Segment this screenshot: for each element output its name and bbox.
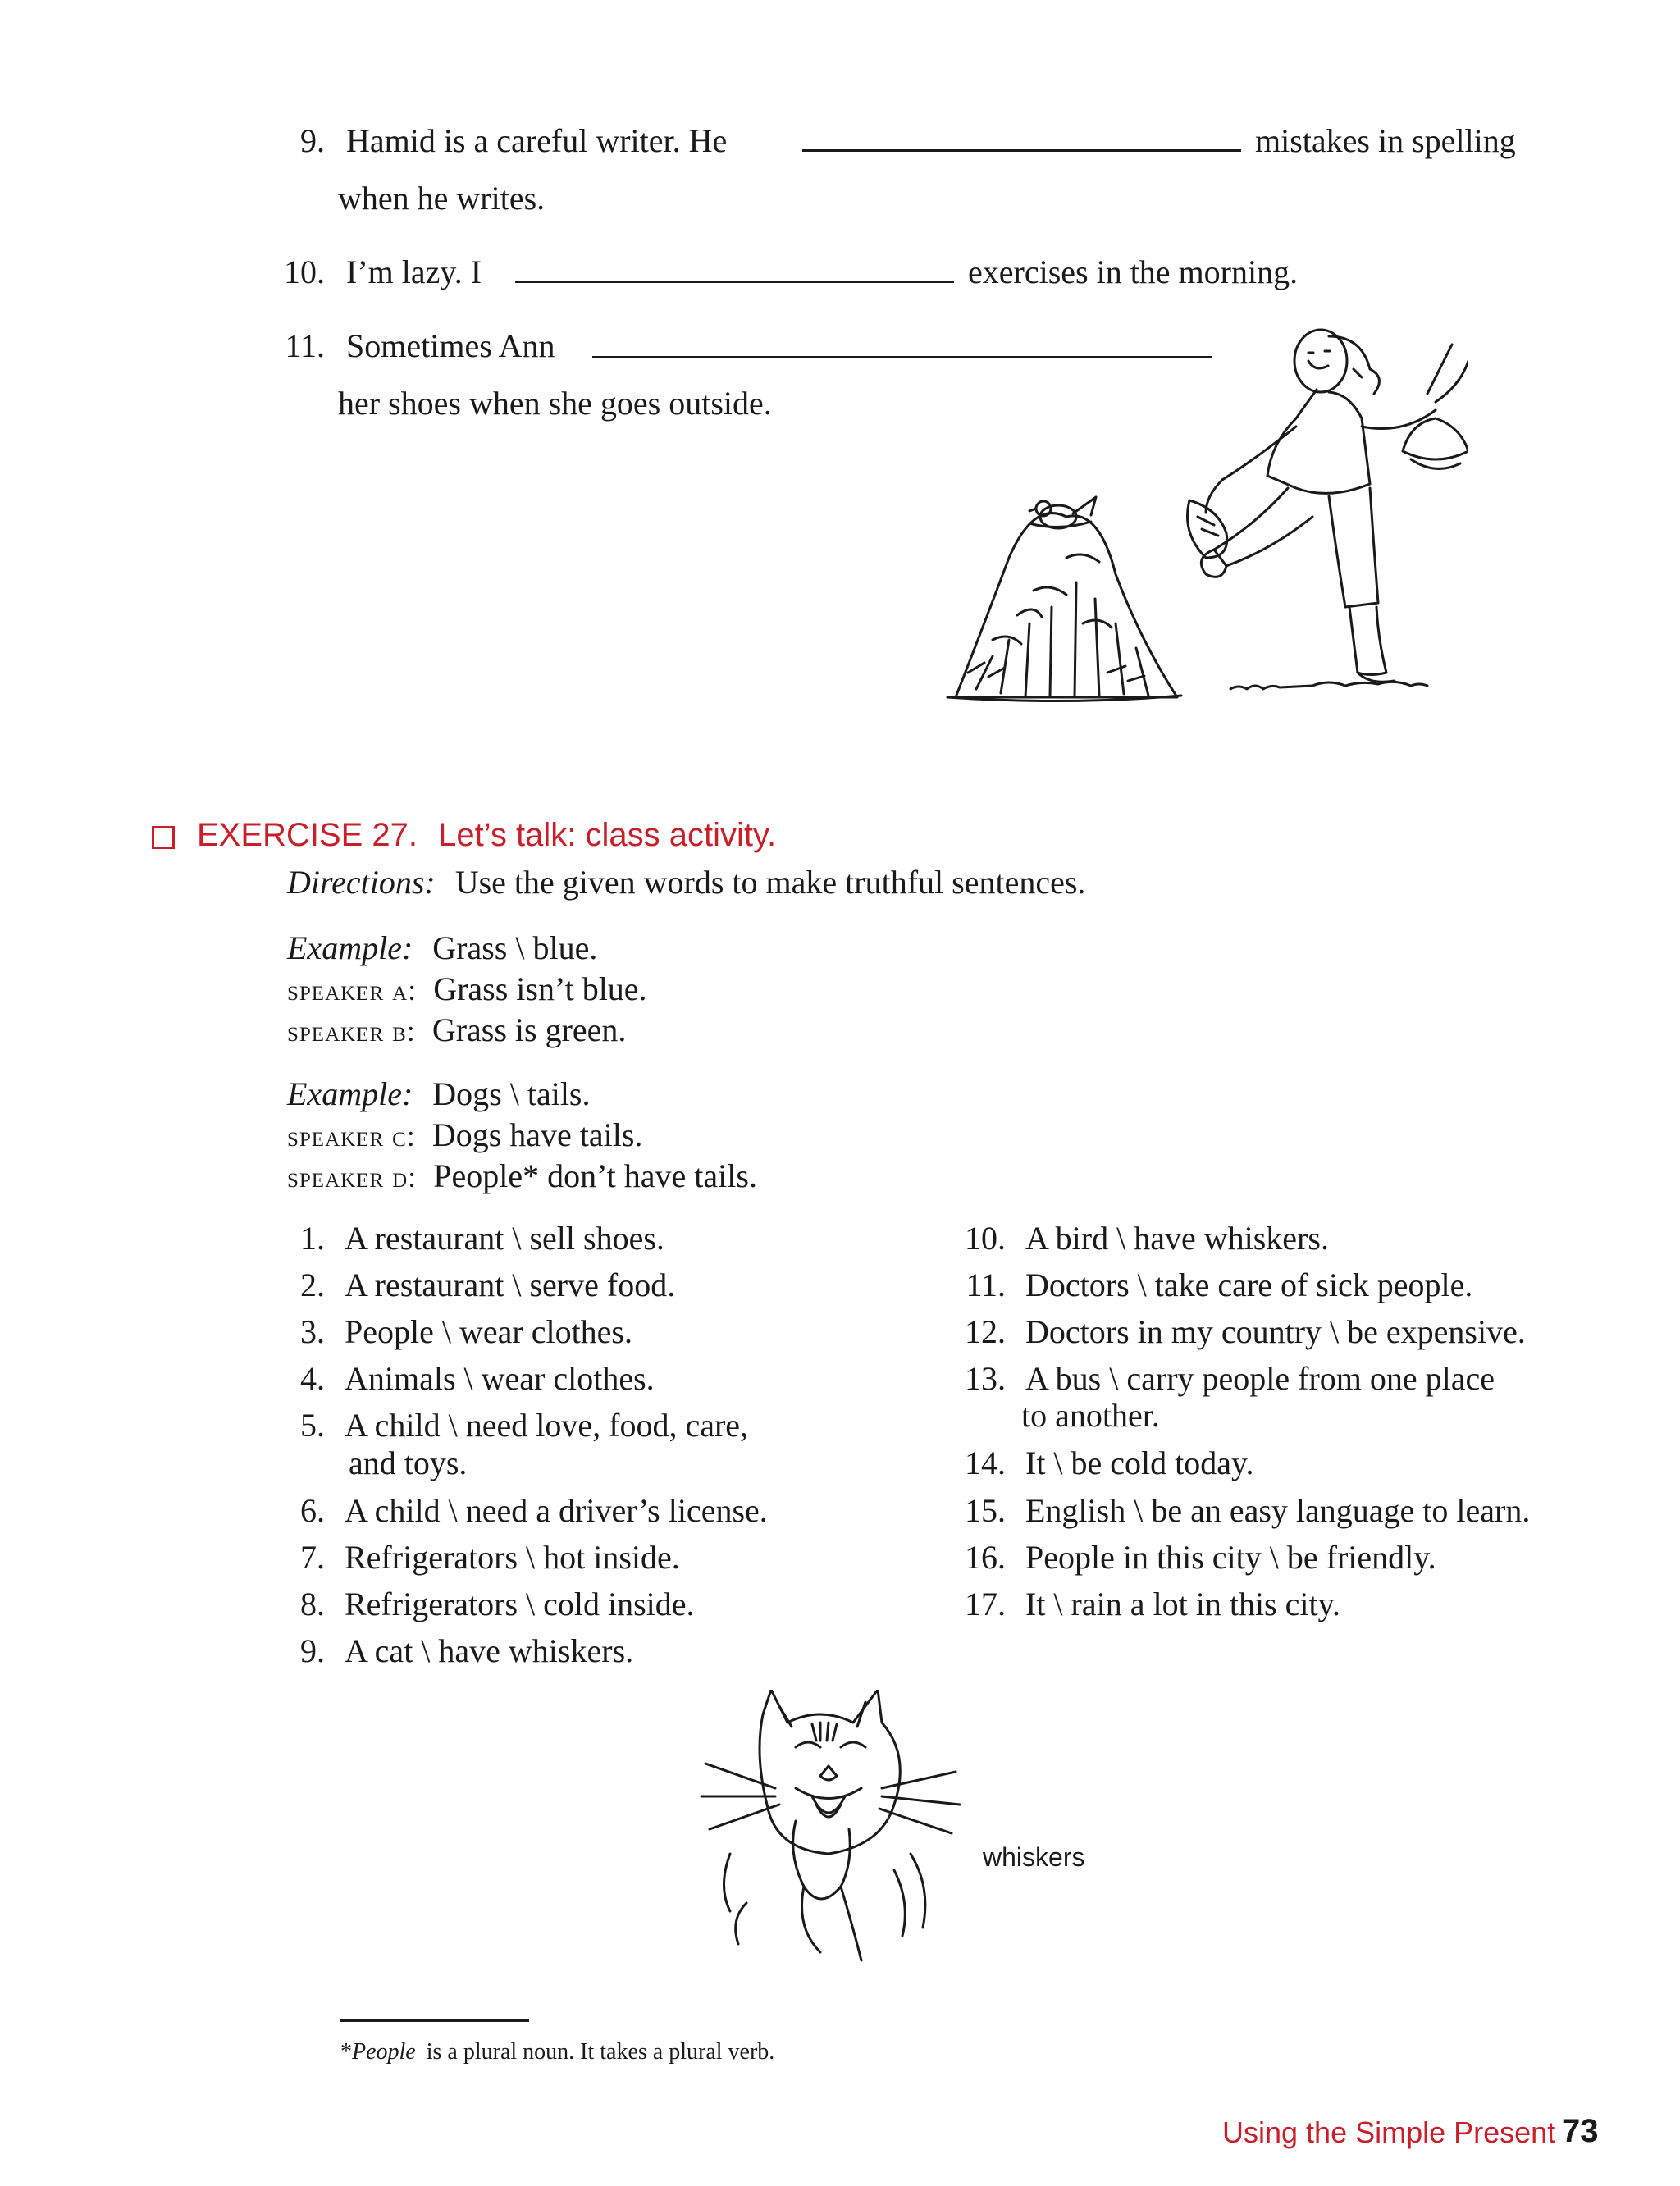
list-item <box>287 1222 664 1255</box>
haystack-icon <box>947 513 1181 701</box>
footnote-asterisk: * <box>340 2039 352 2065</box>
item-number: 12. <box>965 1313 1006 1350</box>
item-text: People \ wear clothes. <box>345 1313 632 1350</box>
item-text: English \ be an easy language to learn. <box>1025 1492 1531 1529</box>
footnote-word: People <box>352 2039 416 2065</box>
girl-icon <box>1201 330 1436 682</box>
speaker-label: speaker a: <box>287 974 418 1006</box>
item-number: 6. <box>300 1492 325 1529</box>
bird-icon <box>1029 497 1096 528</box>
list-item <box>952 1313 1526 1350</box>
example-prompt <box>287 929 598 966</box>
item-number: 1. <box>300 1220 325 1257</box>
item-text: A restaurant \ serve food. <box>345 1266 676 1303</box>
exercise-checkbox[interactable] <box>152 826 175 849</box>
item-number: 2. <box>300 1266 325 1303</box>
footnote <box>340 2041 774 2064</box>
footnote-text: is a plural noun. It takes a plural verb. <box>426 2039 775 2065</box>
list-item <box>287 1541 680 1574</box>
list-item <box>287 1409 748 1442</box>
item-continuation: her shoes when she goes outside. <box>338 385 772 422</box>
example-text: Dogs \ tails. <box>432 1075 591 1112</box>
directions <box>287 866 1085 899</box>
page-number: 73 <box>1562 2113 1599 2149</box>
directions-text: Use the given words to make truthful sentences. <box>454 864 1086 901</box>
item-text: I’m lazy. I <box>346 253 482 290</box>
item-number: 5. <box>300 1407 325 1444</box>
footnote-rule <box>340 2019 529 2022</box>
example-text: Dogs have tails. <box>431 1116 643 1153</box>
item-text: Doctors \ take care of sick people. <box>1025 1266 1473 1303</box>
speaker-label: speaker b: <box>287 1015 416 1047</box>
item-continuation: when he writes. <box>338 180 546 217</box>
list-item <box>287 1632 634 1669</box>
example-text: Grass is green. <box>431 1011 627 1048</box>
item-number: 15. <box>965 1492 1006 1529</box>
list-item <box>952 1266 1473 1303</box>
item-number: 3. <box>300 1313 325 1350</box>
example-label: Example: <box>287 929 413 966</box>
item-text: A child \ need a driver’s license. <box>345 1492 768 1529</box>
list-item <box>287 1313 632 1350</box>
exercise-number: EXERCISE 27. <box>197 817 418 853</box>
item-text-after: exercises in the morning. <box>968 253 1299 290</box>
list-item <box>287 1588 695 1621</box>
item-number: 9. <box>300 122 325 159</box>
cat-licking-illustration <box>697 1690 968 1985</box>
top-item-10 <box>279 253 482 290</box>
item-number: 11. <box>966 1266 1006 1303</box>
item-number: 17. <box>965 1586 1006 1622</box>
item-number: 10. <box>284 253 325 290</box>
exercise-subtitle: Let’s talk: class activity. <box>438 817 777 853</box>
item-number: 7. <box>300 1539 325 1576</box>
item-text: It \ rain a lot in this city. <box>1025 1586 1341 1622</box>
example-line <box>287 1011 627 1048</box>
item-text: Animals \ wear clothes. <box>345 1360 655 1397</box>
item-text: Refrigerators \ cold inside. <box>345 1586 695 1622</box>
item-number: 16. <box>965 1539 1006 1576</box>
example-prompt <box>287 1075 591 1112</box>
list-item <box>952 1492 1531 1529</box>
answer-blank[interactable] <box>802 149 1241 152</box>
item-number: 11. <box>285 327 325 364</box>
footer-section-title: Using the Simple Present <box>1222 2115 1556 2149</box>
example-text: Grass \ blue. <box>432 929 598 966</box>
item-text: Sometimes Ann <box>346 327 555 364</box>
example-text: People* don’t have tails. <box>433 1157 757 1194</box>
speaker-label: speaker c: <box>287 1120 416 1152</box>
example-line <box>287 970 647 1007</box>
list-item-continuation: to another. <box>1021 1397 1160 1434</box>
item-text: A cat \ have whiskers. <box>345 1632 634 1669</box>
item-number: 4. <box>300 1360 325 1397</box>
speaker-label: speaker d: <box>287 1161 418 1193</box>
item-text: People in this city \ be friendly. <box>1025 1539 1436 1576</box>
exercise-title <box>197 819 776 851</box>
item-number: 13. <box>965 1360 1006 1397</box>
list-item <box>952 1362 1495 1395</box>
list-item <box>952 1588 1340 1621</box>
example-line <box>287 1157 757 1194</box>
example-label: Example: <box>287 1075 413 1112</box>
item-number: 14. <box>965 1444 1006 1481</box>
list-item-continuation: and toys. <box>349 1444 468 1481</box>
example-line <box>287 1116 643 1153</box>
item-text: Refrigerators \ hot inside. <box>345 1539 680 1576</box>
list-item <box>952 1444 1254 1481</box>
directions-label: Directions: <box>287 864 436 901</box>
list-item <box>287 1266 676 1303</box>
item-text: A child \ need love, food, care, <box>345 1407 749 1444</box>
item-number: 8. <box>300 1586 325 1622</box>
top-item-11 <box>279 327 555 364</box>
item-number: 9. <box>300 1632 325 1669</box>
item-text: A bus \ carry people from one place <box>1025 1360 1495 1397</box>
example-text: Grass isn’t blue. <box>433 970 647 1007</box>
list-item <box>952 1541 1436 1574</box>
list-item <box>952 1222 1329 1255</box>
list-item <box>287 1492 768 1529</box>
top-item-9 <box>279 122 728 159</box>
answer-blank[interactable] <box>515 281 954 283</box>
item-text-after: mistakes in spelling <box>1255 122 1516 159</box>
whiskers-label: whiskers <box>983 1842 1085 1872</box>
list-item <box>287 1362 655 1395</box>
item-text: A bird \ have whiskers. <box>1025 1220 1329 1257</box>
item-text: A restaurant \ sell shoes. <box>345 1220 664 1257</box>
item-text: Hamid is a careful writer. He <box>346 122 728 159</box>
sneakers-icon <box>1188 345 1469 558</box>
girl-carrying-shoes-illustration <box>943 312 1468 705</box>
item-text: Doctors in my country \ be expensive. <box>1025 1313 1526 1350</box>
item-number: 10. <box>965 1220 1006 1257</box>
item-text: It \ be cold today. <box>1025 1444 1254 1481</box>
